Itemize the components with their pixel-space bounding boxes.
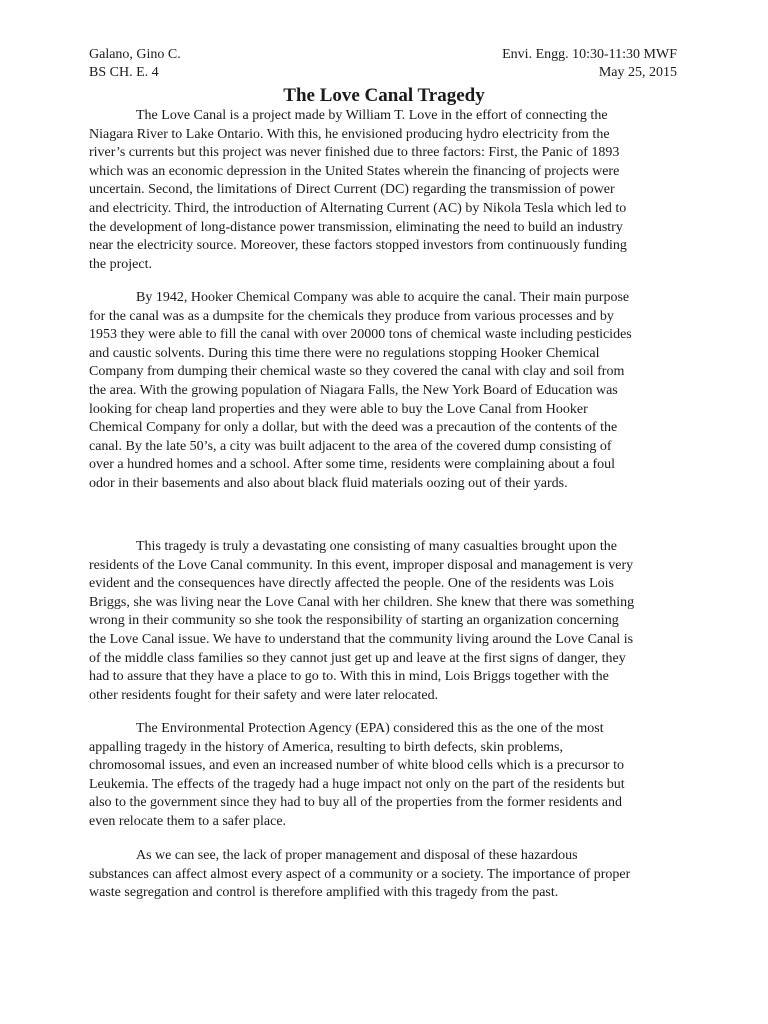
paragraph-line: river’s currents but this project was never finished due to three factors: First, the Panic of 1893 (89, 145, 620, 161)
paragraph-line: and caustic solvents. During this time there were no regulations stopping Hooker Chemical (89, 345, 600, 361)
paragraph-line: the project. (89, 256, 152, 272)
paragraph-2 (89, 289, 687, 494)
paragraph-line: evident and the consequences have directly affected the people. One of the residents was Lois (89, 576, 614, 592)
paragraph-line: As we can see, the lack of proper management and disposal of these hazardous (136, 848, 578, 863)
paragraph-1 (89, 107, 687, 274)
paragraph-line: and electricity. Third, the introduction of Alternating Current (AC) by Nikola Tesla which led to (89, 200, 627, 216)
paragraph-line: chromosomal issues, and even an increased number of white blood cells which is a precursor to (89, 758, 624, 774)
paragraph-line: which was an economic depression in the United States wherein the financing of projects were (89, 163, 620, 179)
paragraph-line: of the middle class families so they cannot just get up and leave at the first signs of danger, they (89, 650, 626, 666)
paragraph-line: By 1942, Hooker Chemical Company was able to acquire the canal. Their main purpose (136, 290, 630, 305)
paragraph-3 (89, 538, 687, 705)
subject-schedule: Envi. Engg. 10:30-11:30 MWF (502, 47, 677, 62)
author-name: Galano, Gino C. (89, 47, 181, 62)
submission-date: May 25, 2015 (598, 65, 677, 80)
paragraph-line: waste segregation and control is therefore amplified with this tragedy from the past. (89, 885, 559, 901)
paragraph-line: had to assure that they have a place to go to. With this in mind, Lois Briggs together with the (89, 669, 609, 685)
paragraph-line: residents of the Love Canal community. In this event, improper disposal and management is very (89, 557, 634, 573)
document-title: The Love Canal Tragedy (283, 85, 485, 106)
header-row-2 (89, 64, 677, 82)
paragraph-line: canal. By the late 50’s, a city was built adjacent to the area of the covered dump consisting of (89, 438, 612, 454)
course-year: BS CH. E. 4 (89, 65, 159, 80)
paragraph-5 (89, 847, 687, 903)
paragraph-line: Chemical Company for only a dollar, but with the deed was a precaution of the contents of the (89, 420, 618, 436)
paragraph-line: the development of long-distance power transmission, eliminating the need to build an industry (89, 219, 623, 235)
paragraph-4 (89, 720, 687, 832)
paragraph-line: over a hundred homes and a school. After some time, residents were complaining about a foul (89, 457, 616, 473)
paragraph-line: for the canal was as a dumpsite for the chemicals they produce from various processes and by (89, 308, 614, 324)
paragraph-line: near the electricity source. Moreover, these factors stopped investors from continuously funding (89, 238, 627, 254)
paragraph-line: Briggs, she was living near the Love Canal with her children. She knew that there was something (89, 594, 635, 610)
paragraph-line: other residents fought for their safety and were later relocated. (89, 687, 439, 703)
paragraph-line: also to the government since they had to buy all of the properties from the former residents and (89, 795, 623, 811)
paragraph-line: The Environmental Protection Agency (EPA) considered this as the one of the most (136, 721, 604, 736)
paragraph-line: substances can affect almost every aspect of a community or a society. The importance of proper (89, 866, 631, 882)
paragraph-line: appalling tragedy in the history of America, resulting to birth defects, skin problems, (89, 739, 563, 755)
paragraph-line: looking for cheap land properties and they were able to buy the Love Canal from Hooker (89, 401, 588, 417)
paragraph-line: Company from dumping their chemical waste so they covered the canal with clay and soil from (89, 364, 625, 380)
paragraph-line: Leukemia. The effects of the tragedy had a huge impact not only on the part of the residents but (89, 776, 625, 792)
header-row-1 (89, 46, 677, 64)
paragraph-line: the area. With the growing population of Niagara Falls, the New York Board of Education was (89, 382, 618, 398)
paragraph-line: This tragedy is truly a devastating one consisting of many casualties brought upon the (136, 539, 617, 554)
paragraph-line: the Love Canal issue. We have to understand that the community living around the Love Canal is (89, 631, 634, 647)
paragraph-line: 1953 they were able to fill the canal with over 20000 tons of chemical waste including pesticides (89, 327, 632, 343)
paragraph-line: Niagara River to Lake Ontario. With this, he envisioned producing hydro electricity from the (89, 126, 610, 142)
paragraph-line: The Love Canal is a project made by William T. Love in the effort of connecting the (136, 108, 608, 123)
paragraph-line: odor in their basements and also about black fluid materials oozing out of their yards. (89, 475, 568, 491)
paragraph-line: even relocate them to a safer place. (89, 813, 287, 829)
paragraph-line: wrong in their community so she took the responsibility of starting an organization concerning (89, 613, 619, 629)
paragraph-line: uncertain. Second, the limitations of Direct Current (DC) regarding the transmission of power (89, 182, 615, 198)
